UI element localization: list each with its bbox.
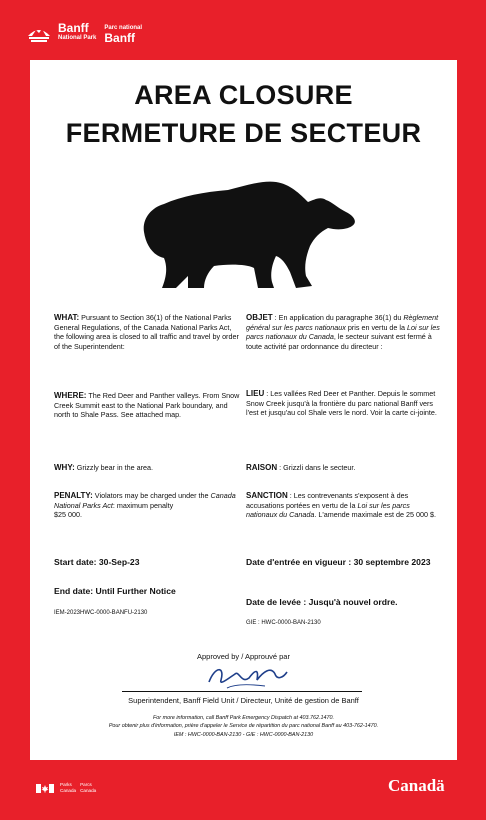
sanction-text-2: . L'amende maximale est de 25 000 $. — [314, 510, 436, 520]
why-section — [54, 463, 242, 473]
penalty-amount: $25 000. — [54, 510, 82, 520]
objet-text-1: : En application du paragraphe 36(1) du — [272, 313, 404, 322]
logo-english — [58, 23, 96, 43]
what-section — [54, 313, 242, 351]
reference-en: IEM-2023HWC-0000-BANFU-2130 — [54, 610, 148, 616]
penalty-section — [54, 491, 242, 520]
parks-canada-signature — [60, 782, 96, 794]
date-levee: Date de levée : Jusqu'à nouvel ordre. — [246, 597, 398, 607]
sanction-text-1: : Les contrevenants s'exposent à des accusations portées en vertu de la — [246, 491, 409, 510]
notice-panel — [30, 60, 457, 760]
objet-reg: Règlement général sur les parcs nationaux — [246, 313, 439, 332]
penalty-act: Canada National Parks Act — [54, 491, 236, 510]
what-label: WHAT: — [54, 313, 80, 322]
objet-text-2: pris en vertu de la — [345, 322, 408, 332]
reference-fr: GIE : HWC-0000-BAN-2130 — [246, 620, 321, 626]
canada-flag-icon — [36, 784, 54, 793]
logo-park-name: Banff — [58, 21, 89, 35]
lieu-section — [246, 389, 442, 418]
sanction-label: SANCTION — [246, 491, 288, 500]
raison-section — [246, 463, 442, 473]
penalty-text-1: Violators may be charged under the — [92, 491, 211, 500]
approved-by: Approved by / Approuvé par — [197, 652, 290, 661]
superintendent-title: Superintendent, Banff Field Unit / Directeur, Unité de gestion de Banff — [128, 696, 359, 705]
contact-fr: Pour obtenir plus d'information, prière d'appeler le Service de répartition du parc national Banff au 403-762-1470. — [108, 723, 379, 730]
penalty-label: PENALTY: — [54, 491, 93, 500]
sanction-law: Loi sur les parcs nationaux du Canada — [246, 500, 410, 520]
contact-en: For more information, call Banff Park Emergency Dispatch at 403.762.1470. — [153, 715, 334, 721]
objet-label: OBJET — [246, 313, 273, 322]
logo-parc-name: Banff — [104, 31, 136, 45]
logo-park-type: National Park — [58, 35, 97, 41]
start-date: Start date: 30-Sep-23 — [54, 557, 140, 567]
logo-parc-type: Parc national — [104, 25, 143, 31]
banff-emblem-icon — [26, 22, 52, 44]
sanction-section — [246, 491, 442, 520]
pc-en-2: Canada — [60, 788, 77, 793]
where-text: The Red Deer and Panther valleys. From Snow Creek Summit east to the National Park boundary, and north to Shale Pass. See attached map. — [54, 391, 240, 420]
objet-text-3: , le secteur suivant est fermé à toute activité par ordonnance du directeur : — [246, 332, 432, 351]
title-english: AREA CLOSURE — [134, 80, 353, 110]
penalty-text-2: : maximum penalty — [112, 500, 174, 510]
objet-section — [246, 313, 442, 351]
pc-fr-2: Canada — [80, 788, 97, 793]
what-text: Pursuant to Section 36(1) of the National Parks General Regulations, of the Canada National Parks Act, the following area is closed to all traffic and travel by order of the Superintendent: — [54, 313, 239, 351]
where-section — [54, 391, 242, 420]
why-text: Grizzly bear in the area. — [74, 463, 154, 472]
pc-fr-1: Parcs — [80, 782, 92, 787]
end-date: End date: Until Further Notice — [54, 586, 176, 596]
banff-logo — [26, 22, 142, 44]
contact-notes — [30, 714, 457, 739]
signature-line — [122, 691, 362, 692]
bear-silhouette-icon — [124, 172, 360, 292]
logo-french — [104, 23, 142, 43]
contact-ref: IEM : HWC-0000-BAN-2130 - GIE : HWC-0000-BAN-2130 — [173, 731, 314, 738]
why-label: WHY: — [54, 463, 75, 472]
date-entree: Date d'entrée en vigueur : 30 septembre 2023 — [246, 557, 431, 567]
signature-icon — [205, 660, 290, 692]
objet-law: Loi sur les parcs nationaux du Canada — [246, 322, 440, 342]
raison-text: : Grizzli dans le secteur. — [277, 463, 356, 472]
where-label: WHERE: — [54, 391, 87, 400]
pc-en-1: Parks — [60, 782, 72, 787]
lieu-text: : Les vallées Red Deer et Panther. Depuis le sommet Snow Creek jusqu'à la frontière du parc national Banff vers l'est et jusqu'au col Shale vers le nord. Voir la carte ci-jointe. — [246, 389, 437, 418]
canada-wordmark: Canadä — [388, 776, 445, 795]
title-french: FERMETURE DE SECTEUR — [65, 118, 422, 148]
raison-label: RAISON — [246, 463, 278, 472]
lieu-label: LIEU — [246, 389, 265, 398]
